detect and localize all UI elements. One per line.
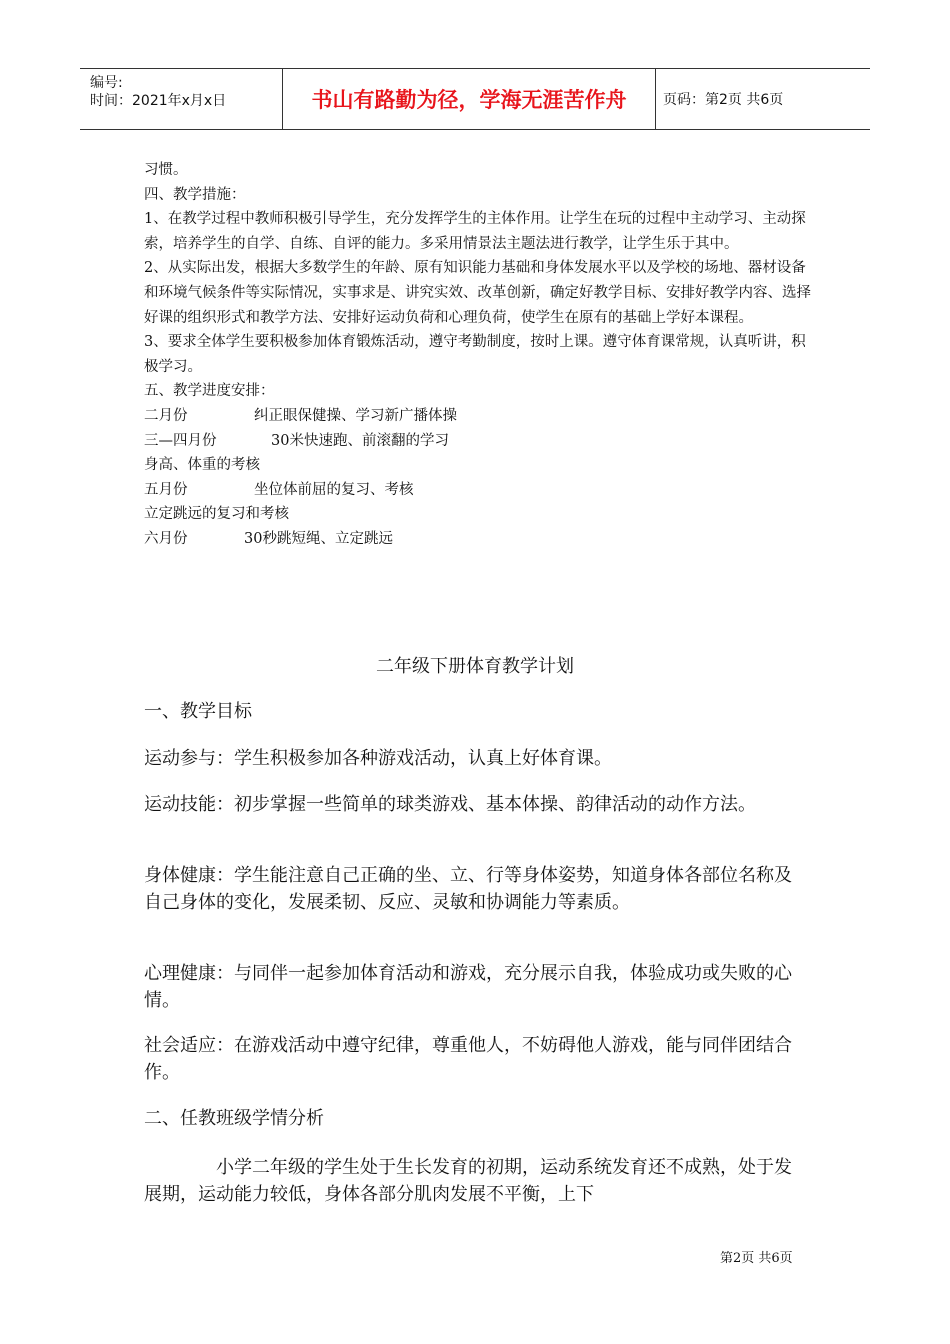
header-motto: 书山有路勤为径，学海无涯苦作舟 (282, 69, 656, 129)
goal-skills: 运动技能：初步掌握一些简单的球类游戏、基本体操、韵律活动的动作方法。 (144, 794, 756, 815)
schedule-heading: 五、教学进度安排： (144, 383, 275, 400)
measure-2: 2、从实际出发，根据大多数学生的年龄、原有知识能力基础和身体发展水平以及学校的场地、器材设备和环境气候条件等实际情况，实事求是、讲究实效、改革创新，确定好教学目标、安排好教学内容、选择好课的组织形式和教学方法、安排好运动负荷和心理负荷，使学生在原有的基础上学好本课程。 (144, 260, 811, 326)
habit-tail: 习惯。 (144, 162, 188, 178)
header-page-label: 页码：第2页 共6页 (663, 92, 784, 108)
document-title: 二年级下册体育教学计划 (376, 656, 574, 677)
goal-social: 社会适应：在游戏活动中遵守纪律，尊重他人，不妨碍他人游戏，能与同伴团结合作。 (144, 1035, 792, 1083)
schedule-row (144, 429, 814, 454)
measure-3: 3、要求全体学生要积极参加体育锻炼活动，遵守考勤制度，按时上课。遵守体育课常规，认真听讲，积极学习。 (144, 334, 806, 375)
page-header (80, 68, 870, 130)
schedule-content: 身高、体重的考核 (144, 457, 260, 474)
schedule-list (144, 404, 814, 552)
schedule-content: 30秒跳短绳、立定跳远 (244, 530, 393, 547)
measure-1: 1、在教学过程中教师积极引导学生，充分发挥学生的主体作用。让学生在玩的过程中主动学习、主动探索，培养学生的自学、自练、自评的能力。多采用情景法主题法进行教学，让学生乐于其中。 (144, 211, 806, 252)
schedule-row (144, 453, 814, 478)
analysis-text: 小学二年级的学生处于生长发育的初期，运动系统发育还不成熟，处于发展期，运动能力较低，身体各部分肌肉发展不平衡，上下 (144, 1157, 792, 1205)
schedule-content: 坐位体前屈的复习、考核 (254, 481, 414, 498)
goals-heading: 一、教学目标 (144, 701, 252, 722)
schedule-row (144, 404, 814, 429)
schedule-content: 立定跳远的复习和考核 (144, 506, 289, 523)
header-meta (80, 69, 280, 129)
goal-participation: 运动参与：学生积极参加各种游戏活动，认真上好体育课。 (144, 748, 612, 769)
goal-mental: 心理健康：与同伴一起参加体育活动和游戏，充分展示自我，体验成功或失败的心情。 (144, 963, 792, 1011)
analysis-heading: 二、任教班级学情分析 (144, 1108, 324, 1129)
schedule-row (144, 527, 814, 552)
schedule-row (144, 478, 814, 503)
schedule-month: 六月份 (144, 530, 188, 547)
page-footer: 第2页 共6页 (720, 1251, 793, 1266)
teaching-measures-section (144, 158, 814, 552)
measures-heading: 四、教学措施： (144, 186, 246, 203)
schedule-content: 30米快速跑、前滚翻的学习 (271, 432, 449, 449)
goal-health: 身体健康：学生能注意自己正确的坐、立、行等身体姿势，知道身体各部位名称及自己身体的变化，发展柔韧、反应、灵敏和协调能力等素质。 (144, 865, 792, 913)
schedule-month: 三—四月份 (144, 432, 217, 449)
schedule-month: 五月份 (144, 481, 188, 498)
schedule-month: 二月份 (144, 407, 188, 424)
number-label: 编号: (90, 75, 123, 91)
schedule-content: 纠正眼保健操、学习新广播体操 (254, 407, 457, 424)
time-label: 时间：2021年x月x日 (90, 93, 227, 109)
schedule-row (144, 502, 814, 527)
